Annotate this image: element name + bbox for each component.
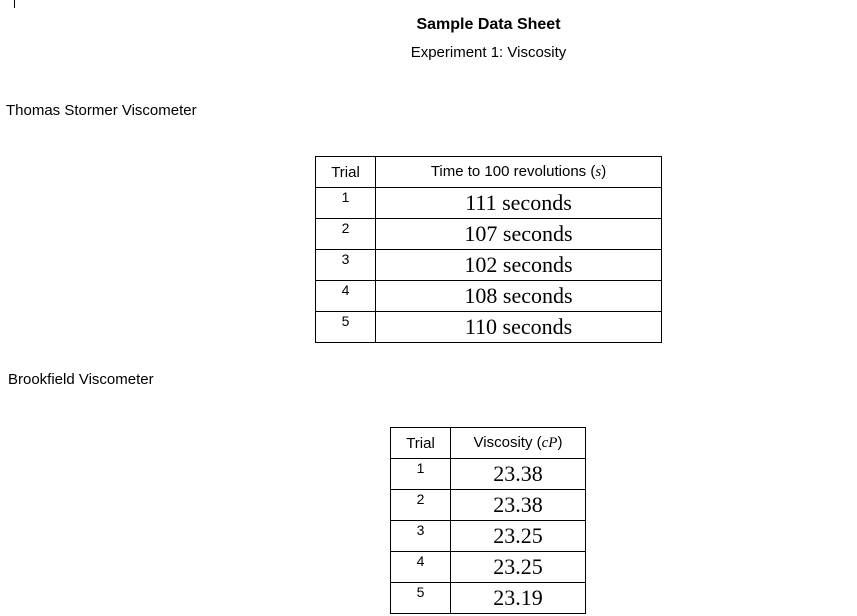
table-row — [316, 188, 662, 219]
viscosity-cell: 23.38 — [451, 490, 586, 521]
table-row — [316, 312, 662, 343]
trial-cell: 1 — [316, 188, 376, 219]
table-row — [391, 583, 586, 614]
trial-cell: 5 — [316, 312, 376, 343]
table-row — [391, 490, 586, 521]
viscosity-unit: cP — [541, 435, 558, 451]
viscosity-cell: 23.25 — [451, 552, 586, 583]
brookfield-section-label: Brookfield Viscometer — [8, 371, 154, 388]
text-cursor — [14, 0, 15, 8]
viscosity-column-header-close: ) — [557, 434, 563, 451]
table-row — [391, 552, 586, 583]
table-row — [391, 521, 586, 552]
time-cell: 111 seconds — [376, 188, 662, 219]
trial-cell: 4 — [316, 281, 376, 312]
page-subtitle: Experiment 1: Viscosity — [410, 44, 567, 61]
trial-column-header: Trial — [316, 157, 376, 188]
trial-cell: 3 — [316, 250, 376, 281]
time-column-header-text: Time to 100 revolutions ( — [430, 163, 596, 180]
table-row — [391, 459, 586, 490]
time-cell: 110 seconds — [376, 312, 662, 343]
page-title: Sample Data Sheet — [416, 16, 561, 33]
viscosity-column-header-text: Viscosity ( — [473, 434, 542, 451]
time-cell: 102 seconds — [376, 250, 662, 281]
table-row — [316, 281, 662, 312]
table-row — [316, 219, 662, 250]
trial-cell: 3 — [391, 521, 451, 552]
viscosity-cell: 23.25 — [451, 521, 586, 552]
time-cell: 107 seconds — [376, 219, 662, 250]
trial-cell: 2 — [391, 490, 451, 521]
viscosity-column-header — [451, 428, 586, 459]
time-cell: 108 seconds — [376, 281, 662, 312]
time-column-header-close: ) — [601, 163, 607, 180]
stormer-section-label: Thomas Stormer Viscometer — [6, 102, 197, 119]
table-row — [316, 250, 662, 281]
trial-cell: 5 — [391, 583, 451, 614]
trial-column-header: Trial — [391, 428, 451, 459]
time-unit: s — [595, 164, 602, 180]
trial-cell: 2 — [316, 219, 376, 250]
table-header-row — [316, 157, 662, 188]
stormer-data-table — [315, 156, 662, 343]
viscosity-cell: 23.38 — [451, 459, 586, 490]
viscosity-cell: 23.19 — [451, 583, 586, 614]
brookfield-data-table — [390, 427, 586, 614]
time-column-header — [376, 157, 662, 188]
trial-cell: 1 — [391, 459, 451, 490]
trial-cell: 4 — [391, 552, 451, 583]
table-header-row — [391, 428, 586, 459]
